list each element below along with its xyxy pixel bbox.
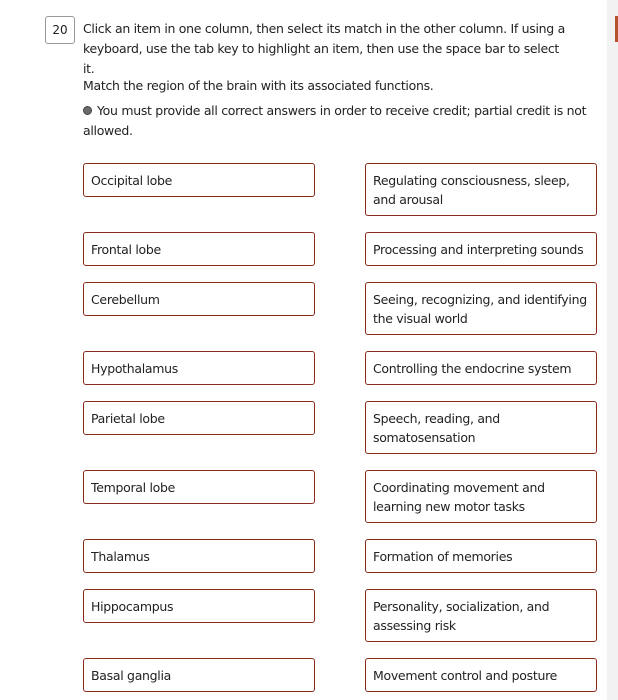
right-item-visual-world[interactable]: Seeing, recognizing, and identifying the visual world — [365, 282, 597, 335]
right-edge-strip — [607, 0, 618, 700]
right-item-speech-reading[interactable]: Speech, reading, and somatosensation — [365, 401, 597, 454]
info-bullet-icon — [83, 106, 92, 115]
left-item-frontal-lobe[interactable]: Frontal lobe — [83, 232, 315, 266]
left-item-occipital-lobe[interactable]: Occipital lobe — [83, 163, 315, 197]
right-item-movement-posture[interactable]: Movement control and posture — [365, 658, 597, 692]
left-item-basal-ganglia[interactable]: Basal ganglia — [83, 658, 315, 692]
left-item-hypothalamus[interactable]: Hypothalamus — [83, 351, 315, 385]
left-item-temporal-lobe[interactable]: Temporal lobe — [83, 470, 315, 504]
question-number: 20 — [45, 16, 75, 44]
right-item-personality[interactable]: Personality, socialization, and assessing risk — [365, 589, 597, 642]
left-item-hippocampus[interactable]: Hippocampus — [83, 589, 315, 623]
right-item-endocrine-system[interactable]: Controlling the endocrine system — [365, 351, 597, 385]
left-item-cerebellum[interactable]: Cerebellum — [83, 282, 315, 316]
left-item-parietal-lobe[interactable]: Parietal lobe — [83, 401, 315, 435]
question-prompt: Match the region of the brain with its associated functions. — [83, 78, 434, 93]
right-item-processing-sounds[interactable]: Processing and interpreting sounds — [365, 232, 597, 266]
right-item-memories[interactable]: Formation of memories — [365, 539, 597, 573]
instructions-text: Click an item in one column, then select its match in the other column. If using a keyboard, use the tab key to highlight an item, then use the space bar to select it. — [83, 21, 565, 76]
credit-note-text: You must provide all correct answers in order to receive credit; partial credit is not allowed. — [83, 103, 587, 138]
right-item-consciousness-sleep-arousal[interactable]: Regulating consciousness, sleep, and arousal — [365, 163, 597, 216]
right-item-motor-tasks[interactable]: Coordinating movement and learning new motor tasks — [365, 470, 597, 523]
left-item-thalamus[interactable]: Thalamus — [83, 539, 315, 573]
credit-note — [83, 101, 593, 141]
